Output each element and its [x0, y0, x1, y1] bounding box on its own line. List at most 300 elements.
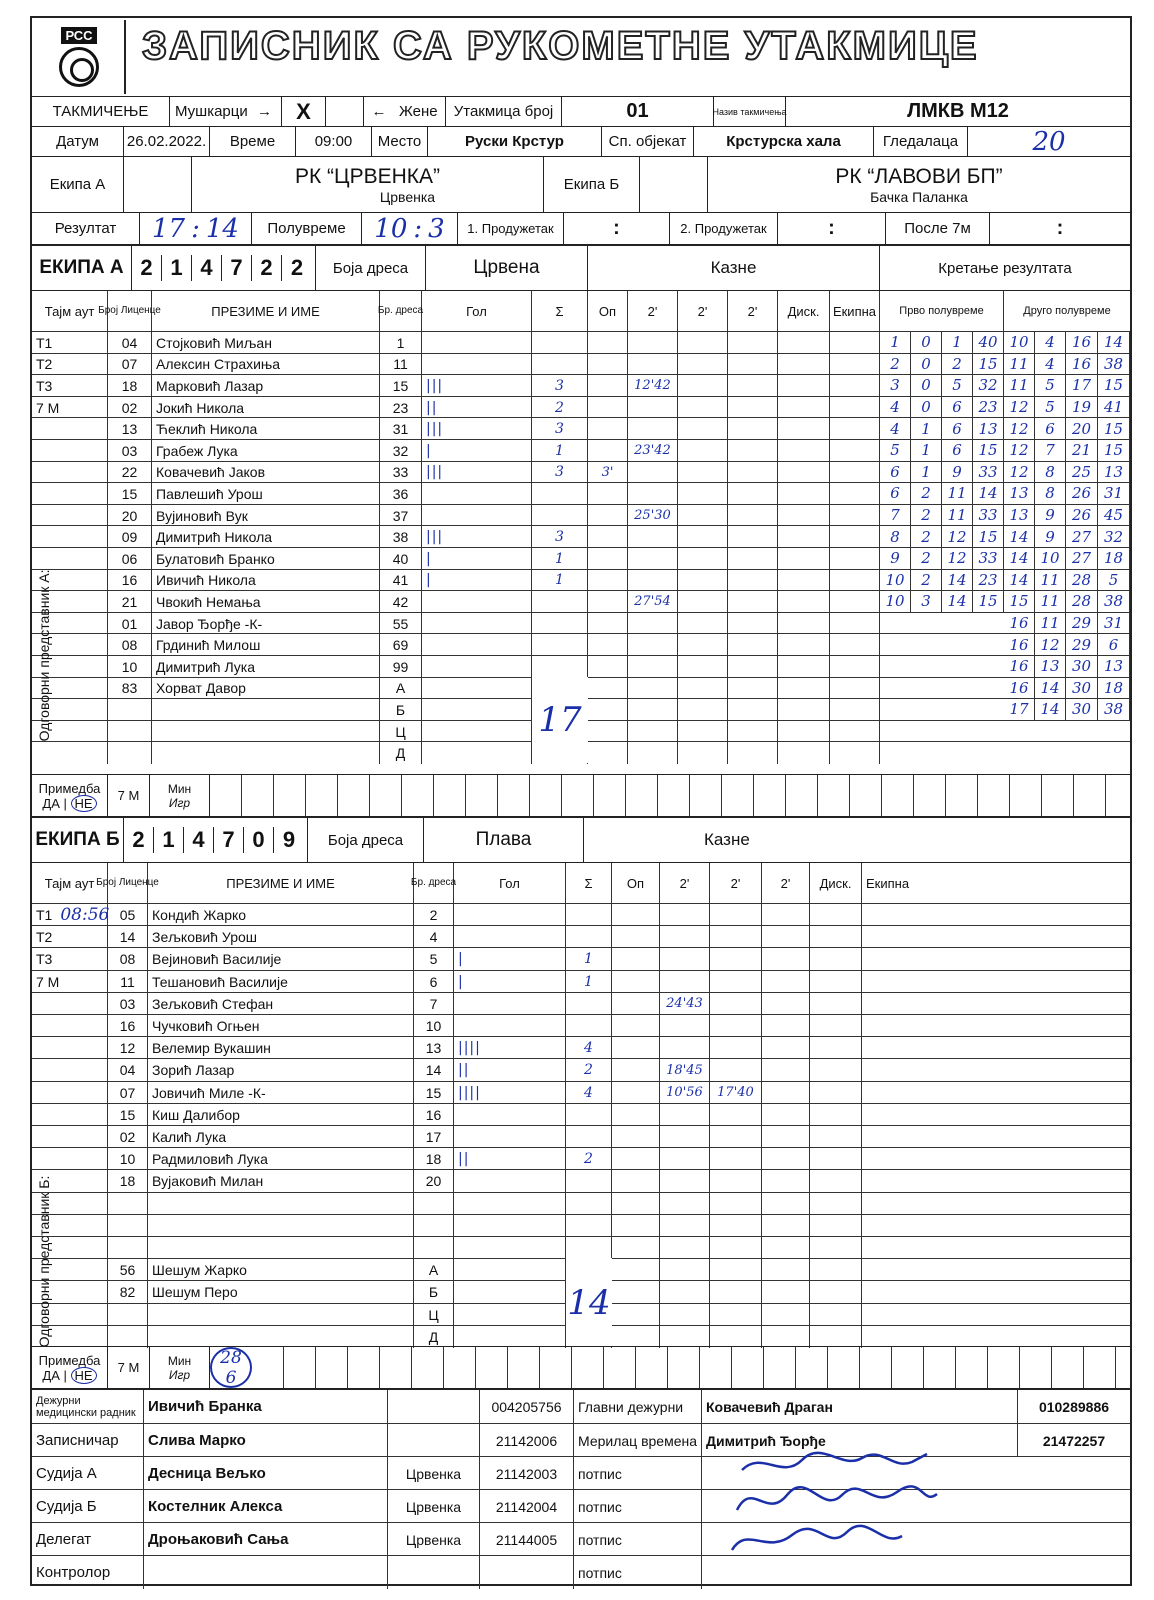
progress-second-cell: 13 [1098, 461, 1130, 483]
progress-first-cell: 0 [911, 396, 942, 418]
license-cell: 02 [108, 1126, 148, 1148]
goal-sum: 3 [532, 462, 588, 484]
license-cell: 01 [108, 613, 152, 635]
men-mark: X [282, 97, 326, 126]
jersey-number: Д [414, 1326, 454, 1348]
jersey-number: 20 [414, 1170, 454, 1192]
suspension-cell [628, 656, 678, 678]
player-name: Шешум Перо [148, 1281, 414, 1303]
player-name: Јокић Никола [152, 397, 380, 419]
warning-cell [588, 699, 628, 721]
goal-tally [422, 332, 532, 354]
player-row [32, 903, 1130, 925]
goal-tally [454, 1170, 566, 1192]
license-cell: 03 [108, 440, 152, 462]
player-name: Вејиновић Василије [148, 948, 414, 970]
suspension-cell-2 [710, 1281, 762, 1303]
suspension-cell [628, 418, 678, 440]
progress-second-cell: 14 [1004, 569, 1035, 591]
progress-second-cell: 11 [1004, 374, 1035, 396]
rep-b-label: Одговорни представник Б: [36, 1175, 52, 1347]
suspension-cell-2 [710, 1104, 762, 1126]
spectators-value: 20 [1032, 126, 1066, 157]
goal-tally [454, 1326, 566, 1348]
team-a-table [32, 290, 1130, 798]
license-cell: 08 [108, 634, 152, 656]
progress-second-cell: 28 [1066, 590, 1098, 612]
progress-second-cell: 16 [1004, 633, 1035, 655]
progress-second-cell: 25 [1066, 461, 1098, 483]
warning-cell [588, 721, 628, 743]
player-row [32, 1081, 1130, 1103]
player-name: Велемир Вукашин [148, 1037, 414, 1059]
jersey-number: 37 [380, 505, 422, 527]
progress-first-cell: 5 [880, 439, 911, 461]
license-cell: 08 [108, 948, 148, 970]
suspension-cell-2 [710, 1037, 762, 1059]
suspension-cell [628, 526, 678, 548]
goal-tally [454, 1304, 566, 1326]
license-cell [108, 1304, 148, 1326]
team-a-jersey-label: Боја дреса [316, 246, 426, 290]
progress-first-cell: 13 [973, 417, 1004, 439]
goal-tally [422, 354, 532, 376]
timeout-cell [32, 1015, 108, 1037]
goal-tally: || [422, 397, 532, 419]
progress-second-cell: 12 [1004, 461, 1035, 483]
progress-first-cell: 1 [880, 331, 911, 353]
team-b-jersey: Плава [424, 818, 584, 862]
federation-abbr: РСС [61, 27, 96, 44]
suspension-cell: 23'42 [628, 440, 678, 462]
jersey-number: 10 [414, 1015, 454, 1037]
result-label: Резултат [32, 213, 140, 244]
warning-cell [588, 742, 628, 764]
official-role2: потпис [574, 1457, 702, 1490]
progress-second-cell: 13 [1004, 482, 1035, 504]
player-row [32, 925, 1130, 947]
official-role: Делегат [32, 1523, 144, 1556]
suspension-cell [628, 354, 678, 376]
suspension-cell [660, 1193, 710, 1215]
progress-second-cell: 17 [1066, 374, 1098, 396]
goal-sum [532, 483, 588, 505]
goal-sum [566, 1193, 612, 1215]
jersey-number: 36 [380, 483, 422, 505]
progress-first-cell: 5 [942, 374, 973, 396]
goal-tally: | [422, 440, 532, 462]
progress-first-cell: 2 [911, 504, 942, 526]
team-b-label: Екипа Б [544, 157, 640, 212]
progress-second-cell: 29 [1066, 612, 1098, 634]
goal-tally: | [422, 548, 532, 570]
progress-first-cell: 12 [942, 525, 973, 547]
goal-tally: ||| [422, 462, 532, 484]
progress-second-cell: 16 [1066, 353, 1098, 375]
warning-cell [588, 375, 628, 397]
team-a-name: РК “ЦРВЕНКА” [294, 164, 441, 188]
progress-first-cell: 0 [911, 374, 942, 396]
license-cell: 15 [108, 483, 152, 505]
progress-first-cell: 12 [942, 547, 973, 569]
timeout-cell: T1 [32, 332, 108, 354]
half-a: 10 [374, 213, 408, 244]
suspension-cell-2: 17'40 [710, 1082, 762, 1104]
progress-first-cell: 33 [973, 547, 1004, 569]
official-club [388, 1424, 480, 1457]
progress-second-cell: 12 [1004, 396, 1035, 418]
progress-first-cell: 1 [911, 417, 942, 439]
official-license2: 010289886 [1038, 1398, 1110, 1415]
player-name: Чвокић Немања [152, 591, 380, 613]
goal-sum: 2 [566, 1059, 612, 1081]
goal-tally [454, 1281, 566, 1303]
official-license: 21142006 [480, 1424, 574, 1457]
license-cell: 07 [108, 354, 152, 376]
player-row [32, 1014, 1130, 1036]
player-row [32, 612, 1130, 634]
goal-sum [566, 926, 612, 948]
goal-sum: 2 [532, 397, 588, 419]
progress-second-cell: 6 [1098, 633, 1130, 655]
team-a-header [32, 244, 1130, 290]
player-name: Грабеж Лука [152, 440, 380, 462]
progress-second-cell: 12 [1004, 417, 1035, 439]
license-cell: 20 [108, 505, 152, 527]
player-name [148, 1193, 414, 1215]
goal-sum [566, 1170, 612, 1192]
progress-second-cell: 45 [1098, 504, 1130, 526]
suspension-cell [660, 1215, 710, 1237]
license-cell [108, 1326, 148, 1348]
goal-tally [422, 678, 532, 700]
progress-first-cell: 15 [973, 590, 1004, 612]
suspension-cell [660, 1170, 710, 1192]
player-name: Стојковић Миљан [152, 332, 380, 354]
col-lic: Број Лиценце [108, 291, 152, 331]
license-cell: 02 [108, 397, 152, 419]
progress-second-cell: 14 [1035, 677, 1066, 699]
goal-tally [454, 1193, 566, 1215]
goal-sum: 4 [566, 1037, 612, 1059]
progress-first-cell: 11 [942, 482, 973, 504]
team-b-jersey-label: Боја дреса [308, 818, 424, 862]
team-b-timeout1: 08:56 [60, 905, 110, 926]
player-name: Тешановић Василије [148, 971, 414, 993]
progress-second-cell: 13 [1004, 504, 1035, 526]
progress-first-cell: 14 [973, 482, 1004, 504]
progress-second-cell: 31 [1098, 612, 1130, 634]
warning-cell [588, 397, 628, 419]
official-role2: Мерилац времена [574, 1424, 702, 1457]
progress-second-cell: 6 [1035, 417, 1066, 439]
team-a-jersey: Црвена [426, 246, 588, 290]
progress-second-cell: 15 [1004, 590, 1035, 612]
license-cell: 03 [108, 993, 148, 1015]
player-row [32, 1236, 1130, 1258]
team-b-table [32, 862, 1130, 1346]
player-name: Марковић Лазар [152, 375, 380, 397]
goal-sum [566, 1104, 612, 1126]
suspension-cell [660, 1015, 710, 1037]
official-role: Записничар [32, 1424, 144, 1457]
match-record-sheet [30, 16, 1132, 1586]
competition-name-label: Назив такмичења [714, 97, 786, 126]
progress-second-cell: 7 [1035, 439, 1066, 461]
goal-tally [422, 591, 532, 613]
progress-second-cell: 18 [1098, 677, 1130, 699]
warning-cell [588, 483, 628, 505]
jersey-number: 4 [414, 926, 454, 948]
suspension-cell-2 [710, 1015, 762, 1037]
women-label: Жене [394, 97, 446, 126]
player-row [32, 1125, 1130, 1147]
goal-sum: 1 [532, 440, 588, 462]
col-two2: 2' [678, 291, 728, 331]
jersey-number: 17 [414, 1126, 454, 1148]
suspension-cell-2 [710, 1326, 762, 1348]
goal-tally: ||| [422, 375, 532, 397]
timeout-cell [32, 1059, 108, 1081]
progress-second-cell: 26 [1066, 482, 1098, 504]
team-b-header [32, 816, 1130, 862]
suspension-cell-2 [710, 926, 762, 948]
player-row [32, 655, 1130, 677]
timeout-cell [32, 1037, 108, 1059]
progress-second-cell: 14 [1098, 331, 1130, 353]
suspension-cell-2 [710, 1148, 762, 1170]
team-b-city: Бачка Паланка [870, 188, 968, 205]
player-row [32, 1214, 1130, 1236]
info-row [32, 126, 1130, 156]
official-role2: потпис [574, 1490, 702, 1523]
official-license: 004205756 [480, 1390, 574, 1423]
license-cell [108, 1193, 148, 1215]
goal-sum [532, 613, 588, 635]
goal-sum: 3 [532, 418, 588, 440]
progress-first-cell: 6 [880, 482, 911, 504]
progress-second-cell: 29 [1066, 633, 1098, 655]
official-role2: Главни дежурни [574, 1390, 702, 1423]
goal-sum [532, 656, 588, 678]
seven-m-igr-b: 6 [225, 1367, 237, 1388]
jersey-number: 6 [414, 971, 454, 993]
player-name: Шешум Жарко [148, 1259, 414, 1281]
progress-second-cell: 17 [1004, 698, 1035, 720]
progress-second-cell: 18 [1098, 547, 1130, 569]
jersey-number: 18 [414, 1148, 454, 1170]
license-cell [108, 721, 152, 743]
progress-first-cell: 15 [973, 439, 1004, 461]
competition-row [32, 96, 1130, 126]
progress-second-cell: 38 [1098, 353, 1130, 375]
suspension-cell [628, 742, 678, 764]
team-a-block [192, 157, 544, 212]
timeout-cell: T3 [32, 948, 108, 970]
goal-tally: ||| [422, 526, 532, 548]
progress-second-cell: 12 [1035, 633, 1066, 655]
warning-cell [588, 548, 628, 570]
goal-sum [566, 1215, 612, 1237]
progress-second-cell: 14 [1004, 525, 1035, 547]
player-name: Калић Лука [148, 1126, 414, 1148]
license-cell: 83 [108, 678, 152, 700]
official-club [388, 1390, 480, 1423]
suspension-cell-2 [710, 1259, 762, 1281]
team-a-col-header [32, 291, 1130, 331]
player-name: Зорић Лазар [148, 1059, 414, 1081]
suspension-cell [628, 634, 678, 656]
col-num: Бр. дреса [380, 291, 422, 331]
after7m-label: После 7м [886, 213, 990, 244]
player-name [152, 699, 380, 721]
team-b-name: РК “ЛАВОВИ БП” [835, 164, 1003, 188]
progress-second-cell: 21 [1066, 439, 1098, 461]
player-name: Вујаковић Милан [148, 1170, 414, 1192]
license-cell: 04 [108, 1059, 148, 1081]
progress-first-cell: 2 [880, 353, 911, 375]
suspension-cell [628, 699, 678, 721]
team-b-goal-total: 14 [566, 1258, 612, 1347]
progress-second-cell: 27 [1066, 525, 1098, 547]
official-club: Црвенка [388, 1457, 480, 1490]
license-cell: 07 [108, 1082, 148, 1104]
warning-cell [588, 332, 628, 354]
official-name: Костелник Алекса [144, 1490, 388, 1523]
jersey-number: 1 [380, 332, 422, 354]
goal-tally: || [454, 1059, 566, 1081]
goal-tally: |||| [454, 1037, 566, 1059]
player-name [152, 721, 380, 743]
suspension-cell-2 [710, 971, 762, 993]
progress-first-cell: 0 [911, 331, 942, 353]
goal-sum [532, 354, 588, 376]
license-cell [108, 699, 152, 721]
suspension-cell-2 [710, 1193, 762, 1215]
jersey-number: 69 [380, 634, 422, 656]
jersey-number [414, 1215, 454, 1237]
player-name: Ковачевић Јаков [152, 462, 380, 484]
official-name: Ивичић Бранка [144, 1390, 388, 1423]
progress-second-cell: 5 [1035, 374, 1066, 396]
jersey-number: 5 [414, 948, 454, 970]
suspension-cell: 25'30 [628, 505, 678, 527]
player-name: Димитрић Лука [152, 656, 380, 678]
goal-sum: 4 [566, 1082, 612, 1104]
team-a-section-label: ЕКИПА А [32, 246, 132, 290]
overtime2-label: 2. Продужетак [670, 213, 778, 244]
goal-tally [422, 505, 532, 527]
suspension-cell [660, 1304, 710, 1326]
team-b-penalties-label: Казне [704, 830, 750, 849]
jersey-number: Б [380, 699, 422, 721]
progress-first-cell: 4 [880, 417, 911, 439]
goal-tally [454, 1215, 566, 1237]
official-name [144, 1556, 388, 1589]
progress-second-cell: 30 [1066, 698, 1098, 720]
suspension-cell [660, 904, 710, 926]
goal-sum [532, 332, 588, 354]
timeout-cell: T3 [32, 375, 108, 397]
suspension-cell [628, 721, 678, 743]
player-name: Ивичић Никола [152, 570, 380, 592]
progress-first-cell: 2 [911, 525, 942, 547]
license-cell: 10 [108, 1148, 148, 1170]
goal-tally [454, 904, 566, 926]
goal-sum: 3 [532, 526, 588, 548]
progress-first-cell: 8 [880, 525, 911, 547]
suspension-cell [660, 1326, 710, 1348]
player-name: Јовичић Миле -К- [148, 1082, 414, 1104]
note-a-no: НЕ [71, 795, 97, 812]
player-name: Јавор Ђорђе -К- [152, 613, 380, 635]
goal-sum: 3 [532, 375, 588, 397]
goal-sum: 2 [566, 1148, 612, 1170]
progress-first-cell: 40 [973, 331, 1004, 353]
player-name: Зељковић Стефан [148, 993, 414, 1015]
warning-cell [588, 440, 628, 462]
progress-second-cell: 8 [1035, 461, 1066, 483]
official-role: Контролор [32, 1556, 144, 1589]
progress-first-cell: 6 [880, 461, 911, 483]
goal-sum [532, 505, 588, 527]
player-row [32, 1058, 1130, 1080]
official-license2: 21472257 [1042, 1432, 1106, 1449]
suspension-cell [660, 1126, 710, 1148]
suspension-cell-2 [710, 1215, 762, 1237]
goal-tally: | [454, 948, 566, 970]
goal-tally: ||| [422, 418, 532, 440]
license-cell: 13 [108, 418, 152, 440]
suspension-cell [660, 1259, 710, 1281]
date-label: Датум [32, 127, 124, 156]
progress-second-cell: 27 [1066, 547, 1098, 569]
official-license: 21144005 [480, 1523, 574, 1556]
suspension-cell [660, 1281, 710, 1303]
player-row [32, 970, 1130, 992]
jersey-number [414, 1193, 454, 1215]
goal-tally [454, 1259, 566, 1281]
progress-first-cell: 6 [942, 439, 973, 461]
jersey-number: 11 [380, 354, 422, 376]
suspension-cell [628, 548, 678, 570]
license-cell: 82 [108, 1281, 148, 1303]
progress-second-cell: 9 [1035, 504, 1066, 526]
jersey-number: 7 [414, 993, 454, 1015]
seven-m-min-b: 28 [220, 1347, 242, 1368]
progress-first-cell: 2 [911, 569, 942, 591]
progress-first-cell: 3 [911, 590, 942, 612]
progress-first-cell: 23 [973, 396, 1004, 418]
suspension-cell [628, 678, 678, 700]
progress-second-cell: 38 [1098, 590, 1130, 612]
suspension-cell-2 [710, 1237, 762, 1259]
progress-second-cell: 38 [1098, 698, 1130, 720]
team-b-section-label: ЕКИПА Б [32, 818, 124, 862]
license-cell: 04 [108, 332, 152, 354]
goal-tally: | [454, 971, 566, 993]
license-cell: 09 [108, 526, 152, 548]
progress-first-cell: 2 [911, 547, 942, 569]
warning-cell [588, 656, 628, 678]
jersey-number: 33 [380, 462, 422, 484]
page-title: ЗАПИСНИК СА РУКОМЕТНЕ УТАКМИЦЕ [142, 24, 979, 68]
player-name: Кондић Жарко [148, 904, 414, 926]
match-no: 01 [562, 97, 714, 126]
result-row: Резултат 17 : 14 Полувреме 10 : 3 1. Продужетак : 2. Продужетак : После 7м : [32, 212, 1130, 244]
timeout-cell: 7 М [32, 397, 108, 419]
progress-first-cell: 1 [942, 331, 973, 353]
